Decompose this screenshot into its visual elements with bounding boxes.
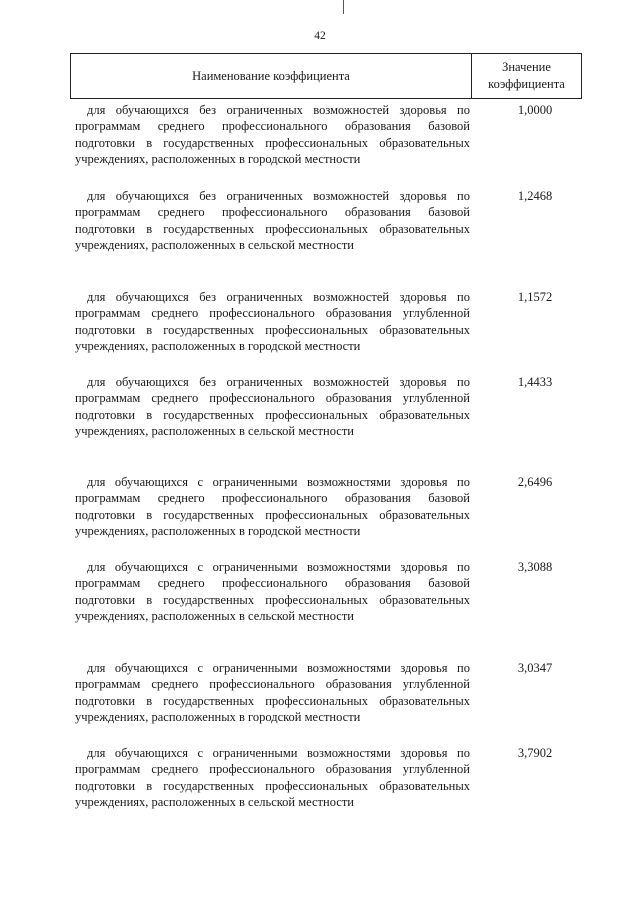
row-coefficient: 1,2468 (517, 189, 553, 203)
row-coefficient: 2,6496 (517, 475, 553, 489)
header-value-line-1: Значение (502, 60, 551, 74)
row-coefficient: 3,0347 (517, 661, 553, 675)
row-description: для обучающихся с ограниченными возможностями здоровья по программам среднего профессионального образования базовой подготовки в государственных профессиональных образовательных учреждениях, расположенных в городской местности (75, 475, 470, 539)
table-row (75, 660, 585, 726)
header-value-line-2: коэффициента (488, 77, 565, 91)
table-header (70, 53, 582, 99)
table-row (75, 102, 585, 168)
scan-mark (343, 0, 344, 14)
header-coefficient-value (471, 54, 581, 98)
row-description: для обучающихся без ограниченных возможностей здоровья по программам среднего профессионального образования базовой подготовки в государственных профессиональных образовательных учреждениях, расположенных в городской местности (75, 103, 470, 167)
row-description: для обучающихся без ограниченных возможностей здоровья по программам среднего профессионального образования базовой подготовки в государственных профессиональных образовательных учреждениях, расположенных в сельской местности (75, 189, 470, 253)
row-coefficient: 1,0000 (517, 103, 553, 117)
table-row (75, 289, 585, 355)
header-coefficient-name: Наименование коэффициента (192, 68, 350, 83)
row-description: для обучающихся с ограниченными возможностями здоровья по программам среднего профессионального образования углубленной подготовки в государственных профессиональных образовательных учреждениях, расположенных в городской местности (75, 661, 470, 725)
row-description: для обучающихся без ограниченных возможностей здоровья по программам среднего профессионального образования углубленной подготовки в государственных профессиональных образовательных учреждениях, расположенных в сельской местности (75, 375, 470, 439)
table-row (75, 745, 585, 811)
row-coefficient: 1,4433 (517, 375, 553, 389)
row-coefficient: 3,3088 (517, 560, 553, 574)
table-row (75, 374, 585, 440)
page-number: 42 (314, 30, 326, 42)
row-description: для обучающихся с ограниченными возможностями здоровья по программам среднего профессионального образования базовой подготовки в государственных профессиональных образовательных учреждениях, расположенных в сельской местности (75, 560, 470, 624)
table-row (75, 474, 585, 540)
row-description: для обучающихся без ограниченных возможностей здоровья по программам среднего профессионального образования углубленной подготовки в государственных профессиональных образовательных учреждениях, расположенных в городской местности (75, 290, 470, 354)
row-description: для обучающихся с ограниченными возможностями здоровья по программам среднего профессионального образования углубленной подготовки в государственных профессиональных образовательных учреждениях, расположенных в сельской местности (75, 746, 470, 810)
table-row (75, 559, 585, 625)
row-coefficient: 1,1572 (517, 290, 553, 304)
table-row (75, 188, 585, 254)
row-coefficient: 3,7902 (517, 746, 553, 760)
